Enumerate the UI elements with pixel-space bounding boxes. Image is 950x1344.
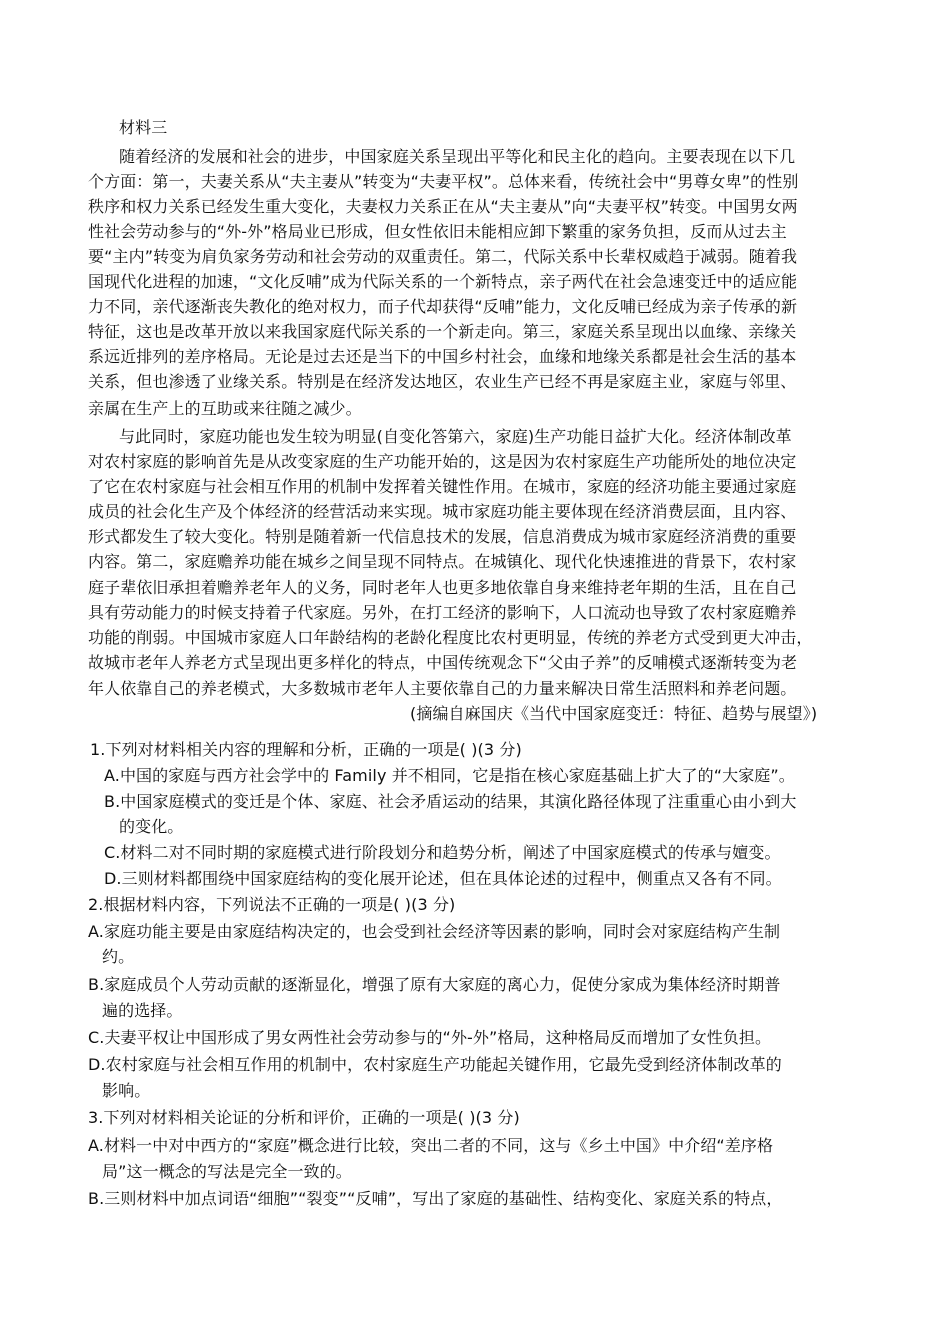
paragraph-2-line: 内容。第二，家庭赡养功能在城乡之间呈现不同特点。在城镇化、现代化快速推进的背景下，农村家	[88, 552, 797, 571]
paragraph-2-line: 故城市老年人养老方式呈现出更多样化的特点，中国传统观念下“父由子养”的反哺模式逐渐转变为老	[88, 653, 798, 672]
question-3-option-a-cont: 局”这一概念的写法是完全一致的。	[102, 1162, 352, 1181]
paragraph-2-line: 功能的削弱。中国城市家庭人口年龄结构的老龄化程度比农村更明显，传统的养老方式受到更大冲击，	[88, 628, 813, 647]
paragraph-2-line: 与此同时，家庭功能也发生较为明显(自变化答第六，家庭)生产功能日益扩大化。经济体制改革	[119, 427, 792, 446]
paragraph-1-line: 秩序和权力关系已经发生重大变化，夫妻权力关系正在从“夫主妻从”向“夫妻平权”转变。中国男女两	[88, 197, 798, 216]
paragraph-1-line: 性社会劳动参与的“外-外”格局业已形成，但女性依旧未能相应卸下繁重的家务负担，反而从过去主	[88, 222, 787, 241]
question-1-option-b: B.中国家庭模式的变迁是个体、家庭、社会矛盾运动的结果，其演化路径体现了注重重心由小到大	[104, 792, 797, 811]
paragraph-2-line: 年人依靠自己的养老模式，大多数城市老年人主要依靠自己的力量来解决日常生活照料和养老问题。	[88, 679, 797, 698]
paragraph-1-line: 特征，这也是改革开放以来我国家庭代际关系的一个新走向。第三，家庭关系呈现出以血缘、亲缘关	[88, 322, 797, 341]
question-2-option-d: D.农村家庭与社会相互作用的机制中，农村家庭生产功能起关键作用，它最先受到经济体制改革的	[88, 1055, 782, 1074]
question-1-stem: 1.下列对材料相关内容的理解和分析，正确的一项是( )(3 分)	[90, 740, 522, 759]
paragraph-2-line: 了它在农村家庭与社会相互作用的机制中发挥着关键性作用。在城市，家庭的经济功能主要通过家庭	[88, 477, 797, 496]
paragraph-1-line: 力不同，亲代逐渐丧失教化的绝对权力，而子代却获得“反哺”能力，文化反哺已经成为亲子传承的新	[88, 297, 798, 316]
question-3-stem: 3.下列对材料相关论证的分析和评价，正确的一项是( )(3 分)	[88, 1108, 520, 1127]
material-heading: 材料三	[119, 118, 168, 137]
paragraph-2-line: 成员的社会化生产及个体经济的经营活动来实现。城市家庭功能主要体现在经济消费层面，且内容、	[88, 502, 797, 521]
paragraph-2-line: 对农村家庭的影响首先是从改变家庭的生产功能开始的，这是因为农村家庭生产功能所处的地位决定	[88, 452, 797, 471]
question-2-option-d-cont: 影响。	[102, 1081, 151, 1100]
paragraph-1-line: 个方面：第一，夫妻关系从“夫主妻从”转变为“夫妻平权”。总体来看，传统社会中“男尊女卑”的性别	[88, 172, 799, 191]
paragraph-2-line: 具有劳动能力的时候支持着子代家庭。另外，在打工经济的影响下，人口流动也导致了农村家庭赡养	[88, 603, 797, 622]
question-3-option-a: A.材料一中对中西方的“家庭”概念进行比较，突出二者的不同，这与《乡土中国》中介绍“差序格	[88, 1136, 774, 1155]
question-2-option-c: C.夫妻平权让中国形成了男女两性社会劳动参与的“外-外”格局，这种格局反而增加了女性负担。	[88, 1028, 772, 1047]
paragraph-1-line: 国现代化进程的加速，“文化反哺”成为代际关系的一个新特点，亲子两代在社会急速变迁中的适应能	[88, 272, 798, 291]
question-1-option-d: D.三则材料都围绕中国家庭结构的变化展开论述，但在具体论述的过程中，侧重点又各有不同。	[104, 869, 782, 888]
question-1-option-a: A.中国的家庭与西方社会学中的 Family 并不相同，它是指在核心家庭基础上扩大了的“大家庭”。	[104, 766, 795, 785]
paragraph-1-line: 系远近排列的差序格局。无论是过去还是当下的中国乡村社会，血缘和地缘关系都是社会生活的基本	[88, 347, 797, 366]
source-citation: (摘编自麻国庆《当代中国家庭变迁：特征、趋势与展望》)	[410, 704, 818, 723]
question-2-option-a-cont: 约。	[102, 947, 135, 966]
paragraph-2-line: 形式都发生了较大变化。特别是随着新一代信息技术的发展，信息消费成为城市家庭经济消费的重要	[88, 527, 797, 546]
paragraph-2-line: 庭子辈依旧承担着赡养老年人的义务，同时老年人也更多地依靠自身来维持老年期的生活，且在自己	[88, 578, 797, 597]
paragraph-1-line: 亲属在生产上的互助或来往随之减少。	[88, 399, 362, 418]
paragraph-1-line: 随着经济的发展和社会的进步，中国家庭关系呈现出平等化和民主化的趋向。主要表现在以下几	[119, 147, 796, 166]
question-2-option-b-cont: 遍的选择。	[102, 1001, 183, 1020]
question-2-option-b: B.家庭成员个人劳动贡献的逐渐显化，增强了原有大家庭的离心力，促使分家成为集体经济时期普	[88, 975, 781, 994]
paragraph-1-line: 要“主内”转变为肩负家务劳动和社会劳动的双重责任。第二，代际关系中长辈权威趋于减弱。随着我	[88, 247, 798, 266]
question-2-option-a: A.家庭功能主要是由家庭结构决定的，也会受到社会经济等因素的影响，同时会对家庭结构产生制	[88, 922, 781, 941]
question-2-stem: 2.根据材料内容，下列说法不正确的一项是( )(3 分)	[88, 895, 456, 914]
paragraph-1-line: 关系，但也渗透了业缘关系。特别是在经济发达地区，农业生产已经不再是家庭主业，家庭与邻里、	[88, 372, 797, 391]
question-1-option-b-cont: 的变化。	[119, 817, 184, 836]
question-3-option-b: B.三则材料中加点词语“细胞”“裂变”“反哺”，写出了家庭的基础性、结构变化、家庭关系的特点，	[88, 1189, 783, 1208]
question-1-option-c: C.材料二对不同时期的家庭模式进行阶段划分和趋势分析，阐述了中国家庭模式的传承与嬗变。	[104, 843, 781, 862]
